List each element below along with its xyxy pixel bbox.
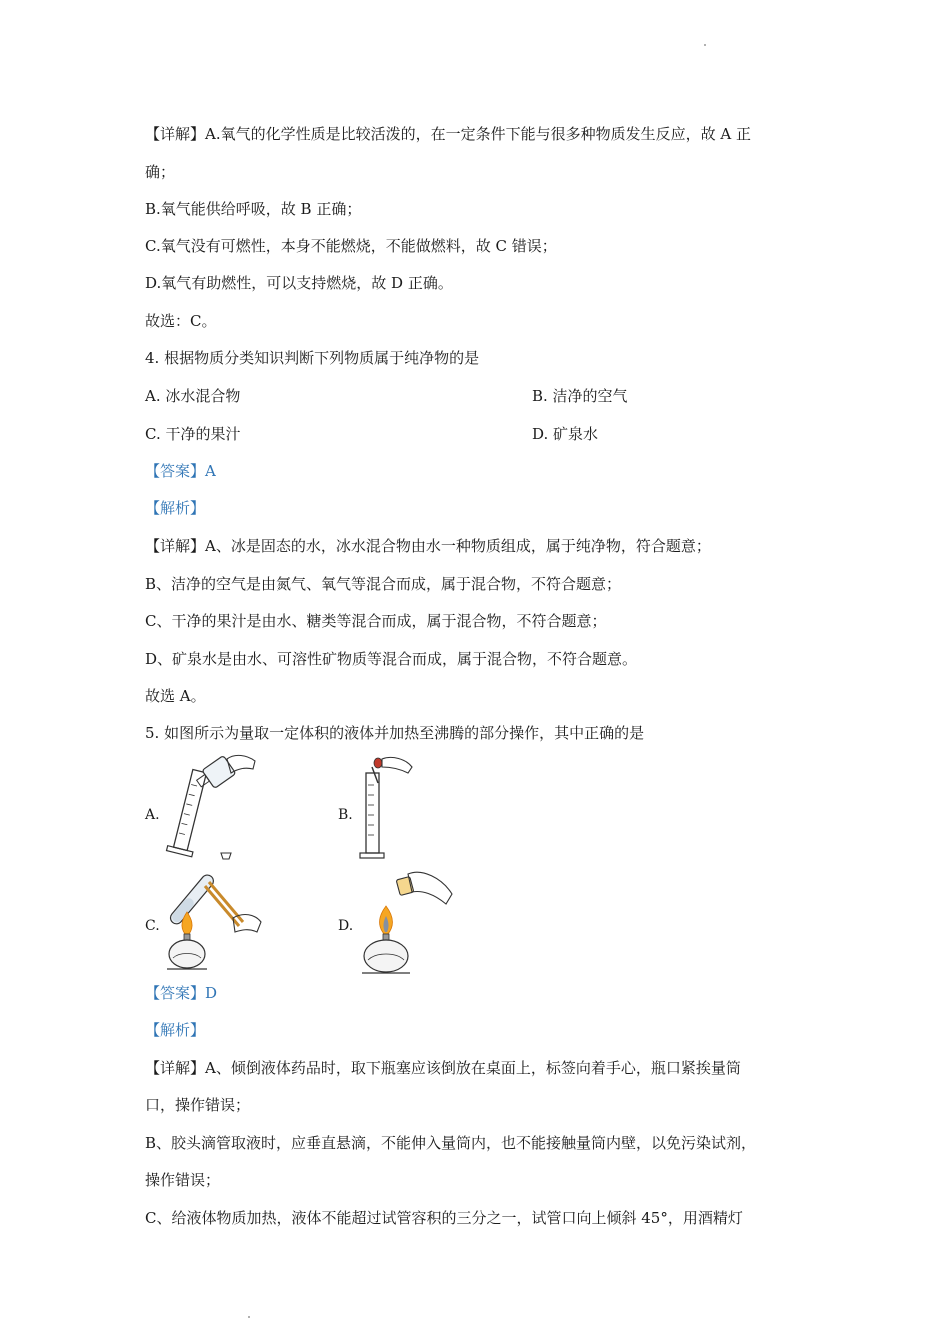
heating-test-tube-illustration (165, 872, 275, 972)
page-mark (704, 44, 706, 46)
q4-option-b: B. 洁净的空气 (532, 387, 628, 405)
q4-option-d: D. 矿泉水 (532, 425, 599, 443)
q4-detail-line-2: B、洁净的空气是由氮气、氧气等混合而成，属于混合物，不符合题意； (145, 575, 622, 593)
q3-conclusion: 故选：C。 (145, 312, 217, 330)
q5-detail-line-5: C、给液体物质加热，液体不能超过试管容积的三分之一，试管口向上倾斜 45°，用酒精灯 (145, 1209, 743, 1227)
pouring-liquid-illustration (165, 755, 285, 865)
page-mark (248, 1316, 250, 1318)
q4-answer: 【答案】A (145, 462, 216, 480)
q5-detail-line-4: 操作错误； (145, 1171, 221, 1189)
q5-figure-label-b: B. (338, 807, 353, 823)
q5-analysis-heading: 【解析】 (145, 1021, 206, 1039)
q3-detail-line-5: D.氧气有助燃性，可以支持燃烧，故 D 正确。 (145, 274, 453, 292)
dropper-illustration (356, 755, 426, 865)
q4-option-a: A. 冰水混合物 (145, 387, 241, 405)
q4-option-c: C. 干净的果汁 (145, 425, 241, 443)
q3-detail-line-1: 【详解】A.氧气的化学性质是比较活泼的，在一定条件下能与很多种物质发生反应，故 A 正 (145, 125, 751, 143)
q5-figure-label-c: C. (145, 918, 160, 934)
q3-detail-line-3: B.氧气能供给呼吸，故 B 正确； (145, 200, 362, 218)
q4-conclusion: 故选 A。 (145, 687, 206, 705)
q5-figure-label-a: A. (145, 807, 160, 823)
q4-detail-line-4: D、矿泉水是由水、可溶性矿物质等混合而成，属于混合物，不符合题意。 (145, 650, 638, 668)
q3-detail-line-2: 确； (145, 163, 176, 181)
q4-detail-line-3: C、干净的果汁是由水、糖类等混合而成，属于混合物，不符合题意； (145, 612, 607, 630)
q4-detail-line-1: 【详解】A、冰是固态的水，冰水混合物由水一种物质组成，属于纯净物，符合题意； (145, 537, 711, 555)
q4-stem: 4. 根据物质分类知识判断下列物质属于纯净物的是 (145, 349, 480, 367)
q5-detail-line-3: B、胶头滴管取液时，应垂直悬滴，不能伸入量筒内，也不能接触量筒内壁，以免污染试剂， (145, 1134, 757, 1152)
extinguish-lamp-illustration (358, 872, 458, 977)
q5-figure-label-d: D. (338, 918, 354, 934)
q5-answer: 【答案】D (145, 984, 218, 1002)
q3-detail-line-4: C.氧气没有可燃性，本身不能燃烧，不能做燃料，故 C 错误； (145, 237, 557, 255)
q5-detail-line-2: 口，操作错误； (145, 1096, 251, 1114)
q5-detail-line-1: 【详解】A、倾倒液体药品时，取下瓶塞应该倒放在桌面上，标签向着手心，瓶口紧挨量筒 (145, 1059, 741, 1077)
q4-analysis-heading: 【解析】 (145, 499, 206, 517)
q5-stem: 5. 如图所示为量取一定体积的液体并加热至沸腾的部分操作，其中正确的是 (145, 724, 645, 742)
